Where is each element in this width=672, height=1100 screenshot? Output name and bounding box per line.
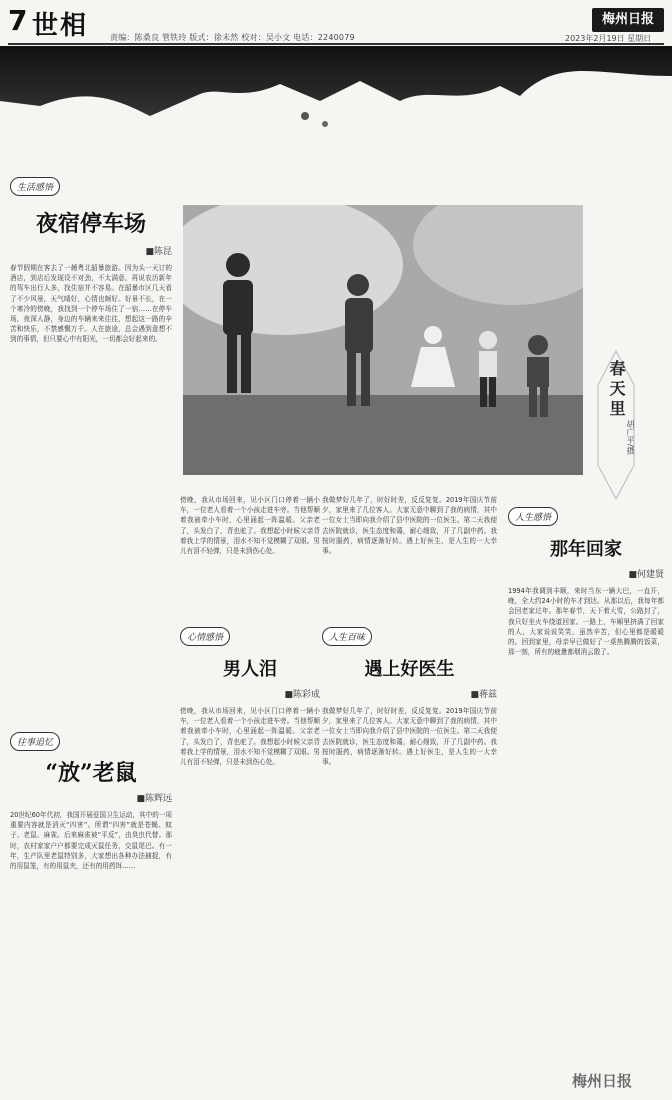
footer-brand-logo: 梅州日报 bbox=[572, 1072, 633, 1090]
photo-caption-title: 春天里 bbox=[607, 360, 626, 420]
article-byline: ■陈彩成 bbox=[284, 690, 320, 700]
article-doctor bbox=[322, 495, 497, 1086]
article-tag: 生活感悟 bbox=[10, 177, 60, 196]
article-body: 我做梦好几年了，时好时差，反反复复。2019年国庆节前夕，家里来了几位客人。大家无意中聊到了我的病情，其中一位女士当即向我介绍了县中医院的一位医生。第二天我便去医院就诊，医生态度和蔼，耐心细致，开了几副中药。我按时服药，病情逐渐好转。遇上好医生，是人生的一大幸事。 bbox=[322, 707, 497, 767]
article-tag: 人生百味 bbox=[322, 627, 372, 646]
masthead-rule bbox=[8, 43, 664, 45]
article-body-continued: 傍晚，我从市场回来，见小区门口停着一辆小车，一位老人看着一个小孩走进车旁。当他帮顺着我被牵小车时，心里涌起一阵温暖。父亲老了，头发白了，背也驼了。我想起小时候父亲背着我上学的情景，泪水不知不觉模糊了双眼。男儿有泪不轻弹，只是未到伤心处。 bbox=[180, 496, 320, 556]
masthead bbox=[0, 0, 672, 46]
editor-credits: 责编：陈桑良 管铁玲 版式：徐未然 校对：吴小文 电话：2240079 bbox=[110, 33, 355, 42]
article-title: 夜宿停车场 bbox=[35, 211, 146, 237]
newspaper-logo: 梅州日报 bbox=[592, 8, 664, 32]
article-byline: ■蒋兹 bbox=[470, 690, 497, 700]
section-title: 世相 bbox=[32, 11, 89, 41]
article-body-continued: 我做梦好几年了，时好时差，反反复复。2019年国庆节前夕，家里来了几位客人。大家无意中聊到了我的病情，其中一位女士当即向我介绍了县中医院的一位医生。第二天我便去医院就诊，医生态度和蔼，耐心细致，开了几副中药。我按时服药，病情逐渐好转。遇上好医生，是人生的一大幸事。 bbox=[322, 496, 497, 556]
article-tag: 人生感悟 bbox=[508, 507, 558, 526]
article-byline: ■陈昆 bbox=[145, 247, 172, 257]
article-body: 20世纪60年代初，我国开展爱国卫生运动，其中的一项重要内容就是消灭“四害”。所谓“四害”就是苍蝇、蚊子、老鼠、麻雀。后来麻雀被“平反”，由臭虫代替。那时，农村家家户户都要完成灭鼠任务，交鼠尾巴。有一年，生产队里老鼠特别多，大家想出各种办法捕捉，有的用鼠笼，有的用鼠夹，还有的用药饵…… bbox=[10, 811, 172, 871]
article-parking bbox=[10, 175, 172, 758]
article-title: 男人泪 bbox=[223, 659, 277, 680]
article-byline: ■何建贤 bbox=[628, 570, 664, 580]
family-photo-illustration bbox=[183, 205, 583, 475]
photo-credit: 胡广平/摄 bbox=[626, 420, 635, 455]
article-tears bbox=[180, 495, 320, 1086]
article-body: 傍晚，我从市场回来，见小区门口停着一辆小车，一位老人看着一个小孩走进车旁。当他帮顺着我被牵小车时，心里涌起一阵温暖。父亲老了，头发白了，背也驼了。我想起小时候父亲背着我上学的情景，泪水不知不觉模糊了双眼。男儿有泪不轻弹，只是未到伤心处。 bbox=[180, 707, 320, 767]
page-number: 7 bbox=[8, 4, 28, 37]
article-body: 春节假期在客去了一趟粤北韶暴旅游。因为头一天订的酒店，到店后发现设不对劲，不太满意，再说农历新年的驾车出行人多，找住宿并不容易。在韶暴市区几天看了不少风景，天气晴好，心情也颇好。好景不长，在一个寒冷的傍晚，我找到一个停车场住了一宿……在停车场，夜深人静，身边的车辆来来往往，想起这一路的辛苦和快乐，不禁感慨万千。人在旅途，总会遇到意想不到的事情，但只要心中有阳光，一切都会好起来的。 bbox=[10, 264, 172, 344]
issue-date: 2023年2月19日 星期日 bbox=[565, 34, 652, 43]
article-body: 1994年我调到丰顺，来时当东一辆大巴，一直开，晚，全大约24小时的车才到达。从那以后，我每年都会回老家过年。那年春节，天下着大雪，公路封了，我只好坐火车绕道回家。一路上，车厢里挤满了回家的人，大家说说笑笑，虽然辛苦，但心里都是暖暖的。回到家里，母亲早已做好了一桌热腾腾的饭菜，那一刻，所有的疲惫都烟消云散了。 bbox=[508, 587, 664, 657]
article-tag: 心情感悟 bbox=[180, 627, 230, 646]
article-title: 那年回家 bbox=[550, 539, 622, 560]
article-home bbox=[508, 505, 664, 1076]
article-title: 遇上好医生 bbox=[364, 659, 455, 680]
article-byline: ■陈辉远 bbox=[136, 794, 172, 804]
article-rat bbox=[10, 730, 172, 1100]
feature-photo bbox=[183, 205, 583, 475]
article-tag: 往事追忆 bbox=[10, 732, 60, 751]
roof-eave-decoration bbox=[0, 46, 672, 196]
article-title: “放”老鼠 bbox=[45, 760, 137, 786]
